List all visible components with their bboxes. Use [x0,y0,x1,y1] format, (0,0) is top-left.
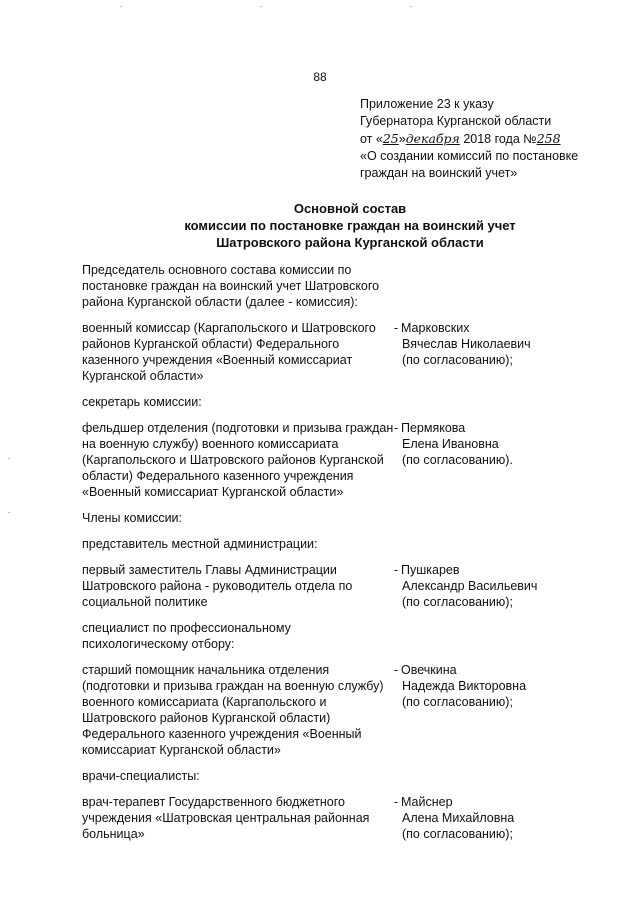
appendix-line-5: граждан на воинский учет» [360,166,518,180]
psych-heading: специалист по профессиональному психологическому отбору: [82,621,291,651]
appendix-header [360,96,610,182]
doctor-name: Алена Михайловна [402,811,515,825]
member-row-psych [82,662,552,758]
doctors-heading: врачи-специалисты: [82,769,200,783]
appendix-date-mid: » [398,132,406,146]
document-body [82,262,552,852]
doctor-note: (по согласованию); [402,827,513,841]
admin-surname: Пушкарев [401,563,460,577]
psych-name: Надежда Викторовна [402,679,527,693]
member-row-secretary [82,420,552,500]
scan-speck [410,6,412,7]
member-surname: Марковских [401,321,470,335]
appendix-line-2: Губернатора Курганской области [360,114,552,128]
appendix-line-1: Приложение 23 к указу [360,97,494,111]
psych-note: (по согласованию); [402,695,513,709]
secretary-note: (по согласованию). [402,453,513,467]
chair-heading: Председатель основного состава комиссии по постановке граждан на воинский учет Шатровского района Курганской области (далее - комиссия): [82,263,380,309]
page-number: 88 [313,70,327,84]
scan-speck [8,458,10,459]
admin-name: Александр Васильевич [402,579,538,593]
psych-surname: Овечкина [401,663,457,677]
doctor-surname: Майснер [401,795,453,809]
document-title [0,200,640,251]
scan-speck [120,6,122,7]
handwritten-month: декабря [405,131,460,146]
appendix-line-3 [360,130,610,148]
secretary-position: фельдшер отделения (подготовки и призыва граждан на военную службу) военного комиссариата (Каргапольского и Шатровского районов Курганской области) Федерального казенного учреждения «Военный комиссариат Курганской области» [82,421,394,499]
title-line-3: Шатровского района Курганской области [216,235,484,250]
title-line-2: комиссии по постановке граждан на воинский учет [184,218,516,233]
member-row-admin [82,562,552,610]
appendix-year: 2018 года № [459,132,537,146]
member-position: военный комиссар (Каргапольского и Шатровского районов Курганской области) Федерального казенного учреждения «Военный комиссариат Курганской области» [82,321,376,383]
admin-position: первый заместитель Главы Администрации Шатровского района - руководитель отдела по социальной политике [82,563,353,609]
admin-note: (по согласованию); [402,595,513,609]
appendix-line-4: «О создании комиссий по постановке [360,149,579,163]
doctor-position: врач-терапевт Государственного бюджетного учреждения «Шатровская центральная районная больница» [82,795,370,841]
member-note: (по согласованию); [402,353,513,367]
psych-position: старший помощник начальника отделения (подготовки и призыва граждан на военную службу) военного комиссариата (Каргапольского и Шатровского районов Курганской области) Федерального казенного учреждения «Военный комиссариат Курганской области» [82,663,384,757]
member-row-chair [82,320,552,384]
scan-speck [260,6,262,7]
handwritten-day: 25 [382,131,399,146]
secretary-heading: секретарь комиссии: [82,395,202,409]
scan-speck [8,512,10,513]
member-person: - Марковских Вячеслав Николаевич (по согласованию); [394,320,552,384]
members-heading: Члены комиссии: [82,511,183,525]
psych-person: - Овечкина Надежда Викторовна (по согласованию); [394,662,552,758]
member-row-doctor [82,794,552,842]
appendix-date-prefix: от « [360,132,383,146]
secretary-name: Елена Ивановна [402,437,499,451]
secretary-person: - Пермякова Елена Ивановна (по согласованию). [394,420,552,500]
admin-heading: представитель местной администрации: [82,537,318,551]
admin-person: - Пушкарев Александр Васильевич (по согласованию); [394,562,552,610]
secretary-surname: Пермякова [401,421,466,435]
member-name: Вячеслав Николаевич [402,337,531,351]
handwritten-number: 258 [536,131,561,146]
doctor-person: - Майснер Алена Михайловна (по согласованию); [394,794,552,842]
title-line-1: Основной состав [293,201,407,216]
